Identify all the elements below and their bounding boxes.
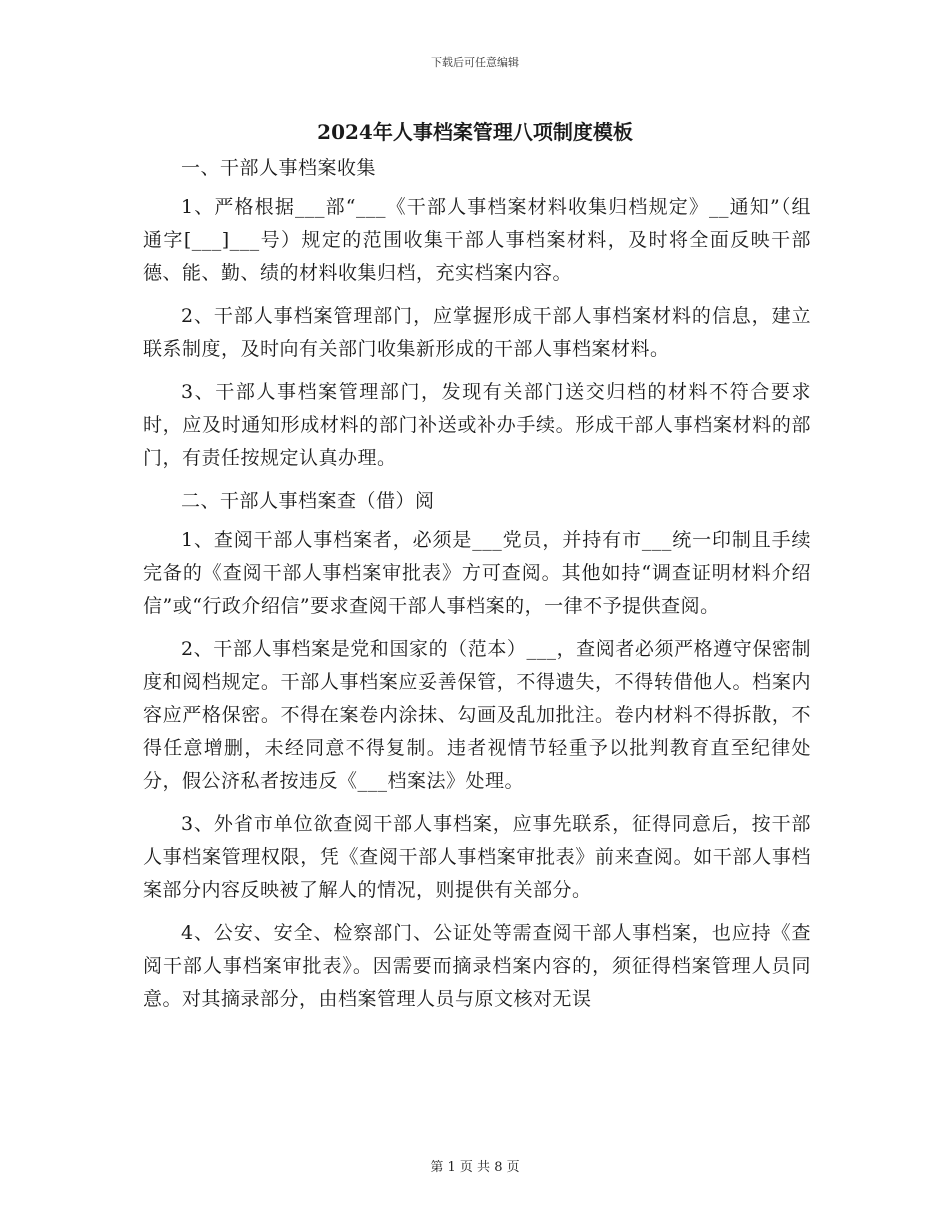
- section-heading-access: 二、干部人事档案查（借）阅: [181, 490, 435, 512]
- paragraph: 1、严格根据___部“___《干部人事档案材料收集归档规定》__通知”（组通字[___]___号）规定的范围收集干部人事档案材料，及时将全面反映干部德、能、勤、绩的材料收集归档，充实档案内容。: [143, 196, 811, 284]
- section-heading-collection: 一、干部人事档案收集: [181, 157, 377, 179]
- paragraph: 3、外省市单位欲查阅干部人事档案，应事先联系，征得同意后，按干部人事档案管理权限，凭《查阅干部人事档案审批表》前来查阅。如干部人事档案部分内容反映被了解人的情况，则提供有关部分。: [143, 813, 811, 901]
- document-body: [143, 152, 811, 1026]
- paragraph: 2、干部人事档案管理部门，应掌握形成干部人事档案材料的信息，建立联系制度，及时向有关部门收集新形成的干部人事档案材料。: [143, 305, 811, 360]
- page-header-note: 下载后可任意编辑: [431, 56, 519, 69]
- paragraph: 2、干部人事档案是党和国家的（范本）___，查阅者必须严格遵守保密制度和阅档规定。干部人事档案应妥善保管，不得遗失，不得转借他人。档案内容应严格保密。不得在案卷内涂抹、勾画及乱加批注。卷内材料不得拆散，不得任意增删，未经同意不得复制。违者视情节轻重予以批判教育直至纪律处分，假公济私者按违反《___档案法》处理。: [143, 638, 811, 792]
- document-title: 2024年人事档案管理八项制度模板: [317, 120, 633, 144]
- paragraph: 3、干部人事档案管理部门，发现有关部门送交归档的材料不符合要求时，应及时通知形成材料的部门补送或补办手续。形成干部人事档案材料的部门，有责任按规定认真办理。: [143, 381, 811, 469]
- paragraph: 4、公安、安全、检察部门、公证处等需查阅干部人事档案，也应持《查阅干部人事档案审批表》。因需要而摘录档案内容的，须征得档案管理人员同意。对其摘录部分，由档案管理人员与原文核对无误: [143, 922, 811, 1010]
- page-number: 第 1 页 共 8 页: [430, 1160, 520, 1175]
- paragraph: 1、查阅干部人事档案者，必须是___党员，并持有市___统一印制且手续完备的《查阅干部人事档案审批表》方可查阅。其他如持“调查证明材料介绍信”或“行政介绍信”要求查阅干部人事档案的，一律不予提供查阅。: [143, 529, 811, 617]
